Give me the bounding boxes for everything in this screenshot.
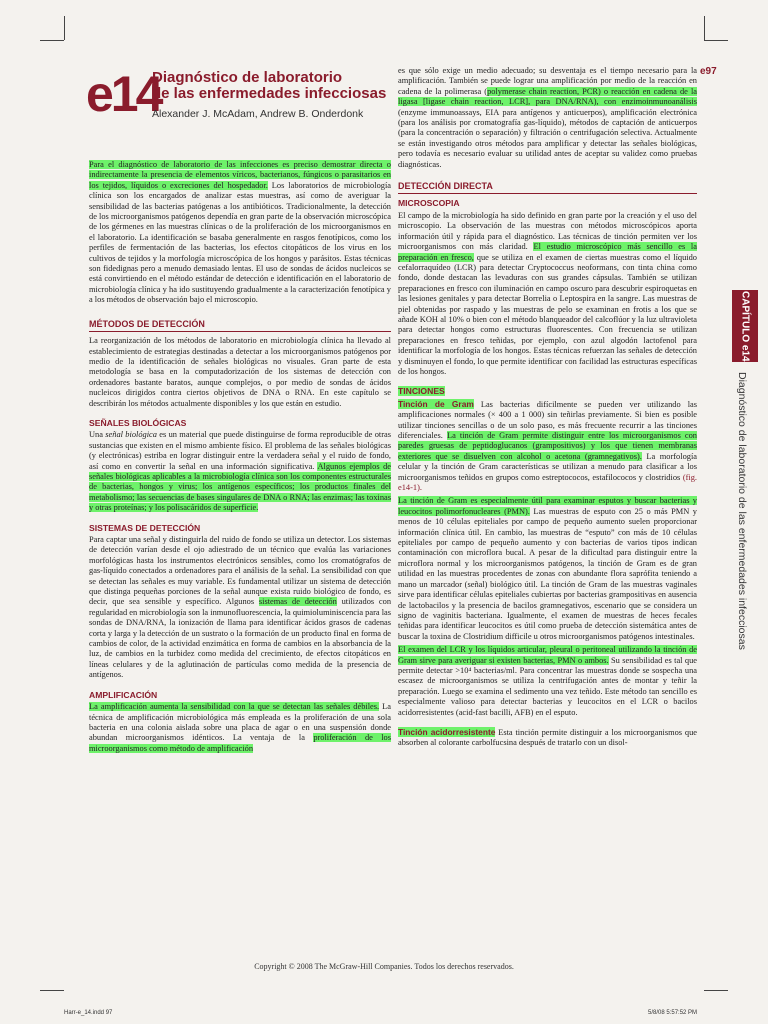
highlight: polymerase chain reaction, PCR) o reacción en cadena de la ligasa [ligase chain reaction, LCR], para DNA/RNA), con enzimoinmunoanálisis [398,86,697,107]
subsection-heading: SEÑALES BIOLÓGICAS [89,417,187,428]
subsection-heading: SISTEMAS DE DETECCIÓN [89,522,201,533]
subsection-heading: MICROSCOPIA [398,198,460,209]
authors: Alexander J. McAdam, Andrew B. Onderdonk [152,108,364,120]
paragraph: El campo de la microbiología ha sido definido en gran parte por la creación y el uso del microscopio. La observación de las muestras con métodos microscópicos aporta información útil y rápida para el diagnóstico. Las técnicas de tinción permiten ver los microorganismos con más claridad. El estudio microscópico más sencillo es la preparación en fresco, que se utiliza en el examen de ciertas muestras como el líquido cefalorraquídeo (LCR) para detectar Cryptococcus neoformans, con tinta china como fondo, donde destacan las levaduras con sus grandes cápsulas. También se utilizan preparaciones en fresco con iluminación en campo oscuro para descubrir espiroquetas en las lesiones genitales y para detectar Borrelia o Leptospira en la sangre. Las muestras de piel obtenidas por raspado y las muestras de pelo se examinan en frotis a los que se añade KOH al 10% o bien con el método blanqueador del calcoflúor y la luz ultravioleta para detectar hongos como estructuras fluorescentes. Con frecuencia se utilizan preparaciones en fresco teñidas, por ejemplo, con azul algodón lactofenol para identificar la morfología de los hongos. Estas técnicas refuerzan las señales de detección y disminuyen el fondo, lo que permite identificar con facilidad las estructuras específicas de los hongos. [398,210,697,376]
highlight: La tinción de Gram es especialmente útil para examinar esputos y buscar bacterias y leucocitos polimorfonucleares (PMN). [398,496,697,516]
left-column [89,160,391,757]
subsection-heading: AMPLIFICACIÓN [89,689,158,700]
crop-mark [704,16,705,40]
highlight: La tinción de Gram permite distinguir entre los microorganismos con paredes gruesas de peptidoglucanos (grampositivos) y los que tienen membranas exteriores que se disuelven con alcohol o acetona (gramnegativos). [398,431,697,461]
paragraph: Una señal biológica es un material que puede distinguirse de forma reproducible de otras sustancias que existen en el mismo ambiente físico. El problema de las señales biológicas (y electrónicas) estriba en lograr distinguir entre la verdadera señal y el ruido de fondo, así como en convertir la señal en una información significativa. Algunos ejemplos de señales biológicas aplicables a la microbiología clínica son los componentes estructurales de bacterias, hongos y virus; los antígenos específicos; los productos finales del metabolismo; las secuencias de bases singulares de DNA o RNA; las enzimas; las toxinas y otras proteínas; y los polisacáridos de superficie. [89,430,391,513]
paragraph: La reorganización de los métodos de laboratorio en microbiología clínica ha llevado al establecimiento de estrategias destinadas a detectar a los microorganismos patógenos por medio de la identificación de señales biológicas no visuales. Gran parte de esta metodología se basa en la computadorización de los sistemas de detección con ordenadores bastante baratos, aunque complejos, o por medio de sondas de ácidos nucleicos dirigidos contra ciertos objetivos de DNA o RNA. En este capítulo se describirán los métodos actualmente disponibles y los que están en estudio. [89,336,391,408]
date-info: 5/8/08 5:57:52 PM [648,1010,698,1016]
run-in-heading: Tinción acidorresistente [398,726,496,737]
running-title: Diagnóstico de laboratorio de las enfermedades infecciosas [736,372,748,650]
file-info: Harr-e_14.indd 97 [64,1010,113,1016]
section-heading: MÉTODOS DE DETECCIÓN [89,319,391,332]
section-heading: DETECCIÓN DIRECTA [398,181,697,194]
highlight: El estudio microscópico más sencillo es la preparación en fresco, [398,242,697,262]
crop-mark [40,40,64,41]
paragraph: La amplificación aumenta la sensibilidad con la que se detectan las señales débiles. La técnica de amplificación microbiológica más empleada es la proliferación de una sola bacteria en una colonia aislada sobre una placa de agar o en una suspensión donde abundan microorganismos idénticos. La ventaja de la proliferación de los microorganismos como método de amplificación [89,702,391,753]
paragraph: es que sólo exige un medio adecuado; su desventaja es el tiempo necesario para la amplificación. También se puede lograr una amplificación por medio de la reacción en cadena de la polimerasa (polymerase chain reaction, PCR) o reacción en cadena de la ligasa [ligase chain reaction, LCR], para DNA/RNA), con enzimoinmunoanálisis (enzyme immunoassays, EIA para antígenos y anticuerpos), amplificación electrónica (para los análisis por cromatografía gas-líquido), métodos de captación de anticuerpos (para la concentración o separación) y filtración o centrifugación selectiva. Actualmente se están investigando otros métodos para amplificar y detectar las señales biológicas, pero todavía es necesario evaluar su utilidad antes de aceptar su validez como pruebas diagnósticas. [398,66,697,169]
intro-paragraph: Para el diagnóstico de laboratorio de las infecciones es preciso demostrar directa o indirectamente la presencia de elementos víricos, bacterianos, fúngicos o parasitarios en los tejidos, líquidos o excreciones del hospedador. Los laboratorios de microbiología clínica son los encargados de analizar estas muestras, así como de averiguar la sensibilidad de las bacterias patógenas a los antibióticos. Tradicionalmente, la detección de los microorganismos patógenos dependía en gran parte de la observación microscópica de los gérmenes en las muestras clínicas o de la proliferación de los microorganismos en el laboratorio. La identificación se basaba generalmente en rasgos fenotípicos, como los perfiles de fermentación de las bacterias, los efectos citopáticos de los virus en los cultivos de tejidos y la morfología microscópica de los hongos y parásitos. Estas técnicas son fidedignas pero a menudo demasiado lentas. El uso de sondas de ácidos nucleicos se está convirtiendo en el método estándar de detección e identificación en el laboratorio de microbiología clínica y ha ido sustituyendo gradualmente a la caracterización fenotípica y a los métodos de observación bajo el microscopio. [89,160,391,305]
crop-mark [40,990,64,991]
subsection-heading: TINCIONES [398,386,445,397]
chapter-title [152,70,397,102]
chapter-title-line1: Diagnóstico de laboratorio [152,69,343,86]
run-in-heading: Tinción de Gram [398,398,474,409]
paragraph: Tinción de Gram Las bacterias difícilmente se pueden ver utilizando las amplificaciones normales (× 400 a 1 000) sin teñirlas previamente. Si bien es posible utilizar tinciones sencillas o de un solo paso, es más frecuente recurrir a las tinciones diferenciales. La tinción de Gram permite distinguir entre los microorganismos con paredes gruesas de peptidoglucanos (grampositivos) y los que tienen membranas exteriores que se disuelven con alcohol o acetona (gramnegativos). La morfología celular y la tinción de Gram características se utilizan a menudo para clasificar a los microorganismos teñidos en grupos como estreptococos, estafilococos y clostridios (fig. e14-1). [398,398,698,493]
paragraph: Para captar una señal y distinguirla del ruido de fondo se utiliza un detector. Los sistemas de detección varían desde el ojo adiestrado de un técnico que evalúa las variaciones morfológicas hasta los instrumentos electrónicos sensibles, como los cromatógrafos de gas-líquido conectados a ordenadores para el análisis de la señal. La sensibilidad con que se detectan las señales es muy variable. Es fundamental utilizar un sistema de detección que distinga pequeñas porciones de la señal aunque exista ruido biológico de fondo, es decir, que sea sensible y específico. Algunos sistemas de detección utilizados con regularidad en microbiología son la inmunofluorescencia, la quimioluminiscencia para las sondas de DNA/RNA, la ionización de llama para identificar ácidos grasos de cadenas corta y larga y la detección de un sustrato o la formación de un producto final en forma de cambios de color, de la actividad enzimática en forma de cambios en la absorbancia de la luz, de cambios en la turbidez como medida del crecimiento, de efectos citopáticos en líneas celulares y de la aglutinación de partículas como medida de la presencia de antígenos. [89,535,392,680]
copyright: Copyright © 2008 The McGraw-Hill Companies. Todos los derechos reservados. [254,962,514,971]
highlight: El examen del LCR y los líquidos articular, pleural o peritoneal utilizando la tinción de Gram sirve para averiguar si existen bacterias, PMN o ambos. [398,645,697,665]
right-column [398,66,697,752]
paragraph: Tinción acidorresistente Esta tinción permite distinguir a los microorganismos que absorben al colorante carbolfucsina después de tratarlo con un disol- [398,726,697,748]
figure-reference[interactable]: (fig. e14-1). [398,472,697,493]
highlight: Para el diagnóstico de laboratorio de las infecciones es preciso demostrar directa o indirectamente la presencia de elementos víricos, bacterianos, fúngicos o parasitarios en los tejidos, líquidos o excreciones del hospedador. [89,160,391,190]
paragraph: La tinción de Gram es especialmente útil para examinar esputos y buscar bacterias y leucocitos polimorfonucleares (PMN). Las muestras de esputo con 25 o más PMN y menos de 10 células epiteliales por campo de pequeño aumento suelen proporcionar información clínica útil. En cambio, las muestras de “esputo” con más de 10 células epiteliales por campo de pequeño aumento y con bacterias de varios tipos indican contaminación con microflora bucal. A pesar de la dificultad para distinguir entre la microflora normal y los microorganismos patógenos, la tinción de Gram es de gran utilidad en las muestras procedentes de zonas con abundante flora saprófita teniendo a mano un marcador (señal) biológico útil. La tinción de Gram de las muestras vaginales sirve para identificar células epiteliales cubiertas por bacterias grampositivas en ausencia de lactobacilos y la presencia de bacilos gramnegativos, escenario que se considera un signo de vaginitis bacteriana. Igualmente, el examen de muestras de heces fecales teñidas para identificar leucocitos es útil como prueba de detección sistemática antes de buscar la toxina de Clostridium difficile u otros microorganismos patógenos intestinales. [398,496,697,641]
highlight: La amplificación aumenta la sensibilidad con la que se detectan las señales débiles. [89,702,380,712]
crop-mark [704,40,728,41]
crop-mark [64,16,65,40]
paragraph: El examen del LCR y los líquidos articular, pleural o peritoneal utilizando la tinción de Gram sirve para averiguar si existen bacterias, PMN o ambos. Su sensibilidad es tal que permite detectar >10⁴ bacterias/ml. Para concentrar las muestras donde se sospecha una escasez de microorganismos se utiliza la centrifugación antes de montar y teñir la preparación. Luego se examina el sedimento una vez teñido. Este método tan sencillo es especialmente valioso para detectar bacterias y leucocitos en el LCR o bacilos acidorresistentes (acid-fast bacilli, AFB) en el esputo. [398,645,697,717]
highlight: proliferación de los microorganismos como método de amplificación [89,733,391,753]
crop-mark [704,990,728,991]
page-number: e97 [700,66,717,77]
chapter-tab: CAPÍTULO e14 [732,290,758,362]
highlight: Algunos ejemplos de señales biológicas aplicables a la microbiología clínica son los componentes estructurales de bacterias, hongos y virus; los antígenos específicos; los productos finales del metabolismo; las secuencias de bases singulares de DNA o RNA; las enzimas; las toxinas y otras proteínas; y los polisacáridos de superficie. [89,461,391,513]
chapter-code: e14 [86,66,161,122]
chapter-title-line2: de las enfermedades infecciosas [152,85,387,102]
highlight: sistemas de detección [258,597,337,607]
